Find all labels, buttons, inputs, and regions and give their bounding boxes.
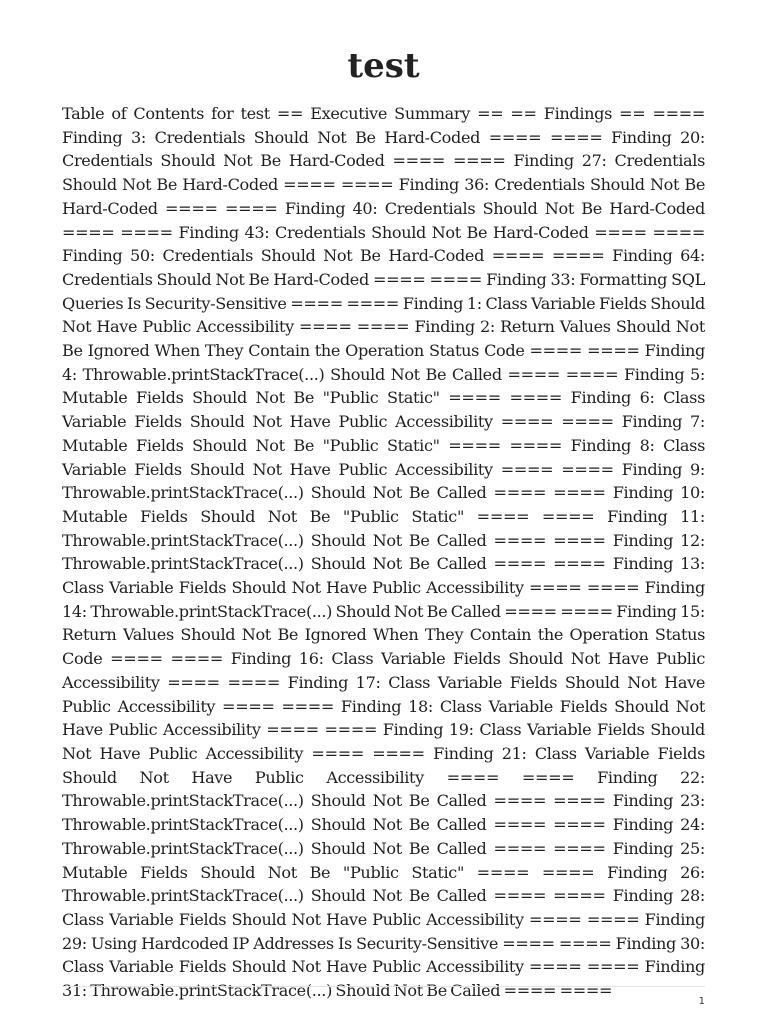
footer-divider xyxy=(62,986,705,987)
page-number: 1 xyxy=(698,996,705,1007)
document-title: test xyxy=(347,46,420,86)
table-of-contents-text: Table of Contents for test == Executive Summary == == Findings == ==== Finding 3: Credentials Should Not Be Hard-Coded ==== ==== Finding 20: Credentials Should Not Be Hard-Coded ==== ==== Finding 27: Credentials Should Not Be Hard-Coded ==== ==== Finding 36: Credentials Should Not Be Hard-Coded ==== ==== Finding 40: Credentials Should Not Be Hard-Coded ==== ==== Finding 43: Credentials Should Not Be Hard-Coded ==== ==== Finding 50: Credentials Should Not Be Hard-Coded ==== ==== Finding 64: Credentials Should Not Be Hard-Coded ==== ==== Finding 33: Formatting SQL Queries Is Security-Sensitive ==== ==== Finding 1: Class Variable Fields Should Not Have Public Accessibility ==== ==== Finding 2: Return Values Should Not Be Ignored When They Contain the Operation Status Code ==== ==== Finding 4: Throwable.printStackTrace(...) Should Not Be Called ==== ==== Finding 5: Mutable Fields Should Not Be "Public Static" ==== ==== Finding 6: Class Variable Fields Should Not Have Public Accessibility ==== ==== Finding 7: Mutable Fields Should Not Be "Public Static" ==== ==== Finding 8: Class Variable Fields Should Not Have Public Accessibility ==== ==== Finding 9: Throwable.printStackTrace(...) Should Not Be Called ==== ==== Finding 10: Mutable Fields Should Not Be "Public Static" ==== ==== Finding 11: Throwable.printStackTrace(...) Should Not Be Called ==== ==== Finding 12: Throwable.printStackTrace(...) Should Not Be Called ==== ==== Finding 13: Class Variable Fields Should Not Have Public Accessibility ==== ==== Finding 14: Throwable.printStackTrace(...) Should Not Be Called ==== ==== Finding 15: Return Values Should Not Be Ignored When They Contain the Operation Status Code ==== ==== Finding 16: Class Variable Fields Should Not Have Public Accessibility ==== ==== Finding 17: Class Variable Fields Should Not Have Public Accessibility ==== ==== Finding 18: Class Variable Fields Should Not Have Public Accessibility ==== ==== Finding 19: Class Variable Fields Should Not Have Public Accessibility ==== ==== Finding 21: Class Variable Fields Should Not Have Public Accessibility ==== ==== Finding 22: Throwable.printStackTrace(...) Should Not Be Called ==== ==== Finding 23: Throwable.printStackTrace(...) Should Not Be Called ==== ==== Finding 24: Throwable.printStackTrace(...) Should Not Be Called ==== ==== Finding 25: Mutable Fields Should Not Be "Public Static" ==== ==== Finding 26: Throwable.printStackTrace(...) Should Not Be Called ==== ==== Finding 28: Class Variable Fields Should Not Have Public Accessibility ==== ==== Finding 29: Using Hardcoded IP Addresses Is Security-Sensitive ==== ==== Finding 30: Class Variable Fields Should Not Have Public Accessibility ==== ==== Finding 31: Throwable.printStackTrace(...) Should Not Be Called ==== ==== xyxy=(62,104,705,1001)
